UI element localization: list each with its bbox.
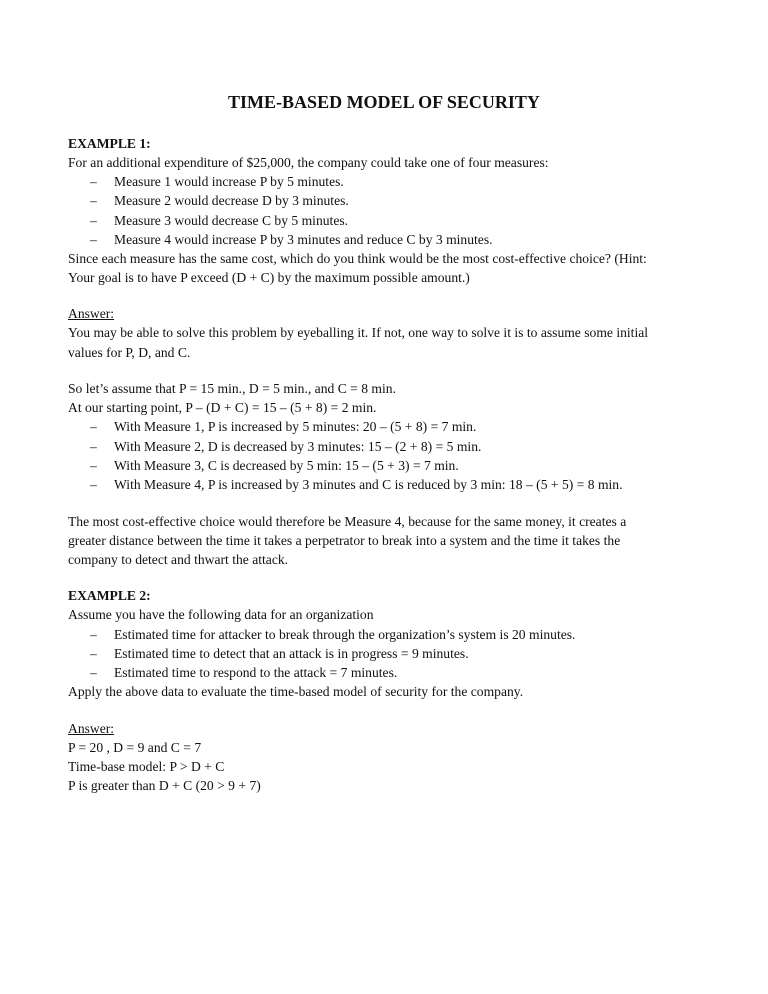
conclusion-text: company to detect and thwart the attack. [68, 552, 289, 567]
answer-text: values for P, D, and C. [68, 345, 191, 360]
result-item [90, 437, 481, 456]
measure-text: Measure 2 would decrease D by 3 minutes. [114, 193, 349, 208]
bullet-dash: – [90, 419, 97, 434]
question-text: Since each measure has the same cost, which do you think would be the most cost-effective choice? (Hint: [68, 251, 647, 266]
bullet-dash: – [90, 174, 97, 189]
measure-item [90, 172, 344, 191]
bullet-dash: – [90, 646, 97, 661]
data-item [90, 644, 469, 663]
result-statement: P is greater than D + C (20 > 9 + 7) [68, 778, 261, 793]
bullet-dash: – [90, 232, 97, 247]
answer-values: P = 20 , D = 9 and C = 7 [68, 740, 202, 755]
result-text: With Measure 3, C is decreased by 5 min: 15 – (5 + 3) = 7 min. [114, 458, 459, 473]
starting-point-text: At our starting point, P – (D + C) = 15 – (5 + 8) = 2 min. [68, 400, 377, 415]
data-text: Estimated time for attacker to break through the organization’s system is 20 minutes. [114, 627, 576, 642]
bullet-dash: – [90, 213, 97, 228]
example1-intro: For an additional expenditure of $25,000, the company could take one of four measures: [68, 155, 549, 170]
conclusion-text: The most cost-effective choice would therefore be Measure 4, because for the same money, it creates a [68, 514, 627, 529]
measure-item [90, 191, 349, 210]
example1-heading: EXAMPLE 1: [68, 136, 151, 151]
measure-item [90, 230, 493, 249]
answer-label: Answer: [68, 721, 115, 736]
data-text: Estimated time to detect that an attack is in progress = 9 minutes. [114, 646, 469, 661]
example2-heading: EXAMPLE 2: [68, 588, 151, 603]
measure-text: Measure 4 would increase P by 3 minutes and reduce C by 3 minutes. [114, 232, 493, 247]
result-text: With Measure 1, P is increased by 5 minutes: 20 – (5 + 8) = 7 min. [114, 419, 477, 434]
measure-text: Measure 3 would decrease C by 5 minutes. [114, 213, 349, 228]
task-text: Apply the above data to evaluate the time-based model of security for the company. [68, 684, 524, 699]
result-item [90, 475, 622, 494]
question-text: Your goal is to have P exceed (D + C) by the maximum possible amount.) [68, 270, 470, 285]
bullet-dash: – [90, 627, 97, 642]
result-item [90, 456, 459, 475]
bullet-dash: – [90, 458, 97, 473]
answer-text: You may be able to solve this problem by eyeballing it. If not, one way to solve it is to assume some initial [68, 325, 649, 340]
measure-item [90, 211, 348, 230]
result-item [90, 417, 476, 436]
answer-label: Answer: [68, 306, 115, 321]
conclusion-text: greater distance between the time it takes a perpetrator to break into a system and the time it takes the [68, 533, 621, 548]
bullet-dash: – [90, 193, 97, 208]
data-text: Estimated time to respond to the attack = 7 minutes. [114, 665, 398, 680]
measure-text: Measure 1 would increase P by 5 minutes. [114, 174, 344, 189]
bullet-dash: – [90, 665, 97, 680]
example2-intro: Assume you have the following data for an organization [68, 607, 374, 622]
result-text: With Measure 4, P is increased by 3 minutes and C is reduced by 3 min: 18 – (5 + 5) = 8 min. [114, 477, 623, 492]
bullet-dash: – [90, 477, 97, 492]
page-title: TIME-BASED MODEL OF SECURITY [228, 92, 540, 112]
bullet-dash: – [90, 439, 97, 454]
model-formula: Time-base model: P > D + C [68, 759, 225, 774]
data-item [90, 625, 575, 644]
assumption-text: So let’s assume that P = 15 min., D = 5 min., and C = 8 min. [68, 381, 396, 396]
result-text: With Measure 2, D is decreased by 3 minutes: 15 – (2 + 8) = 5 min. [114, 439, 482, 454]
data-item [90, 663, 397, 682]
